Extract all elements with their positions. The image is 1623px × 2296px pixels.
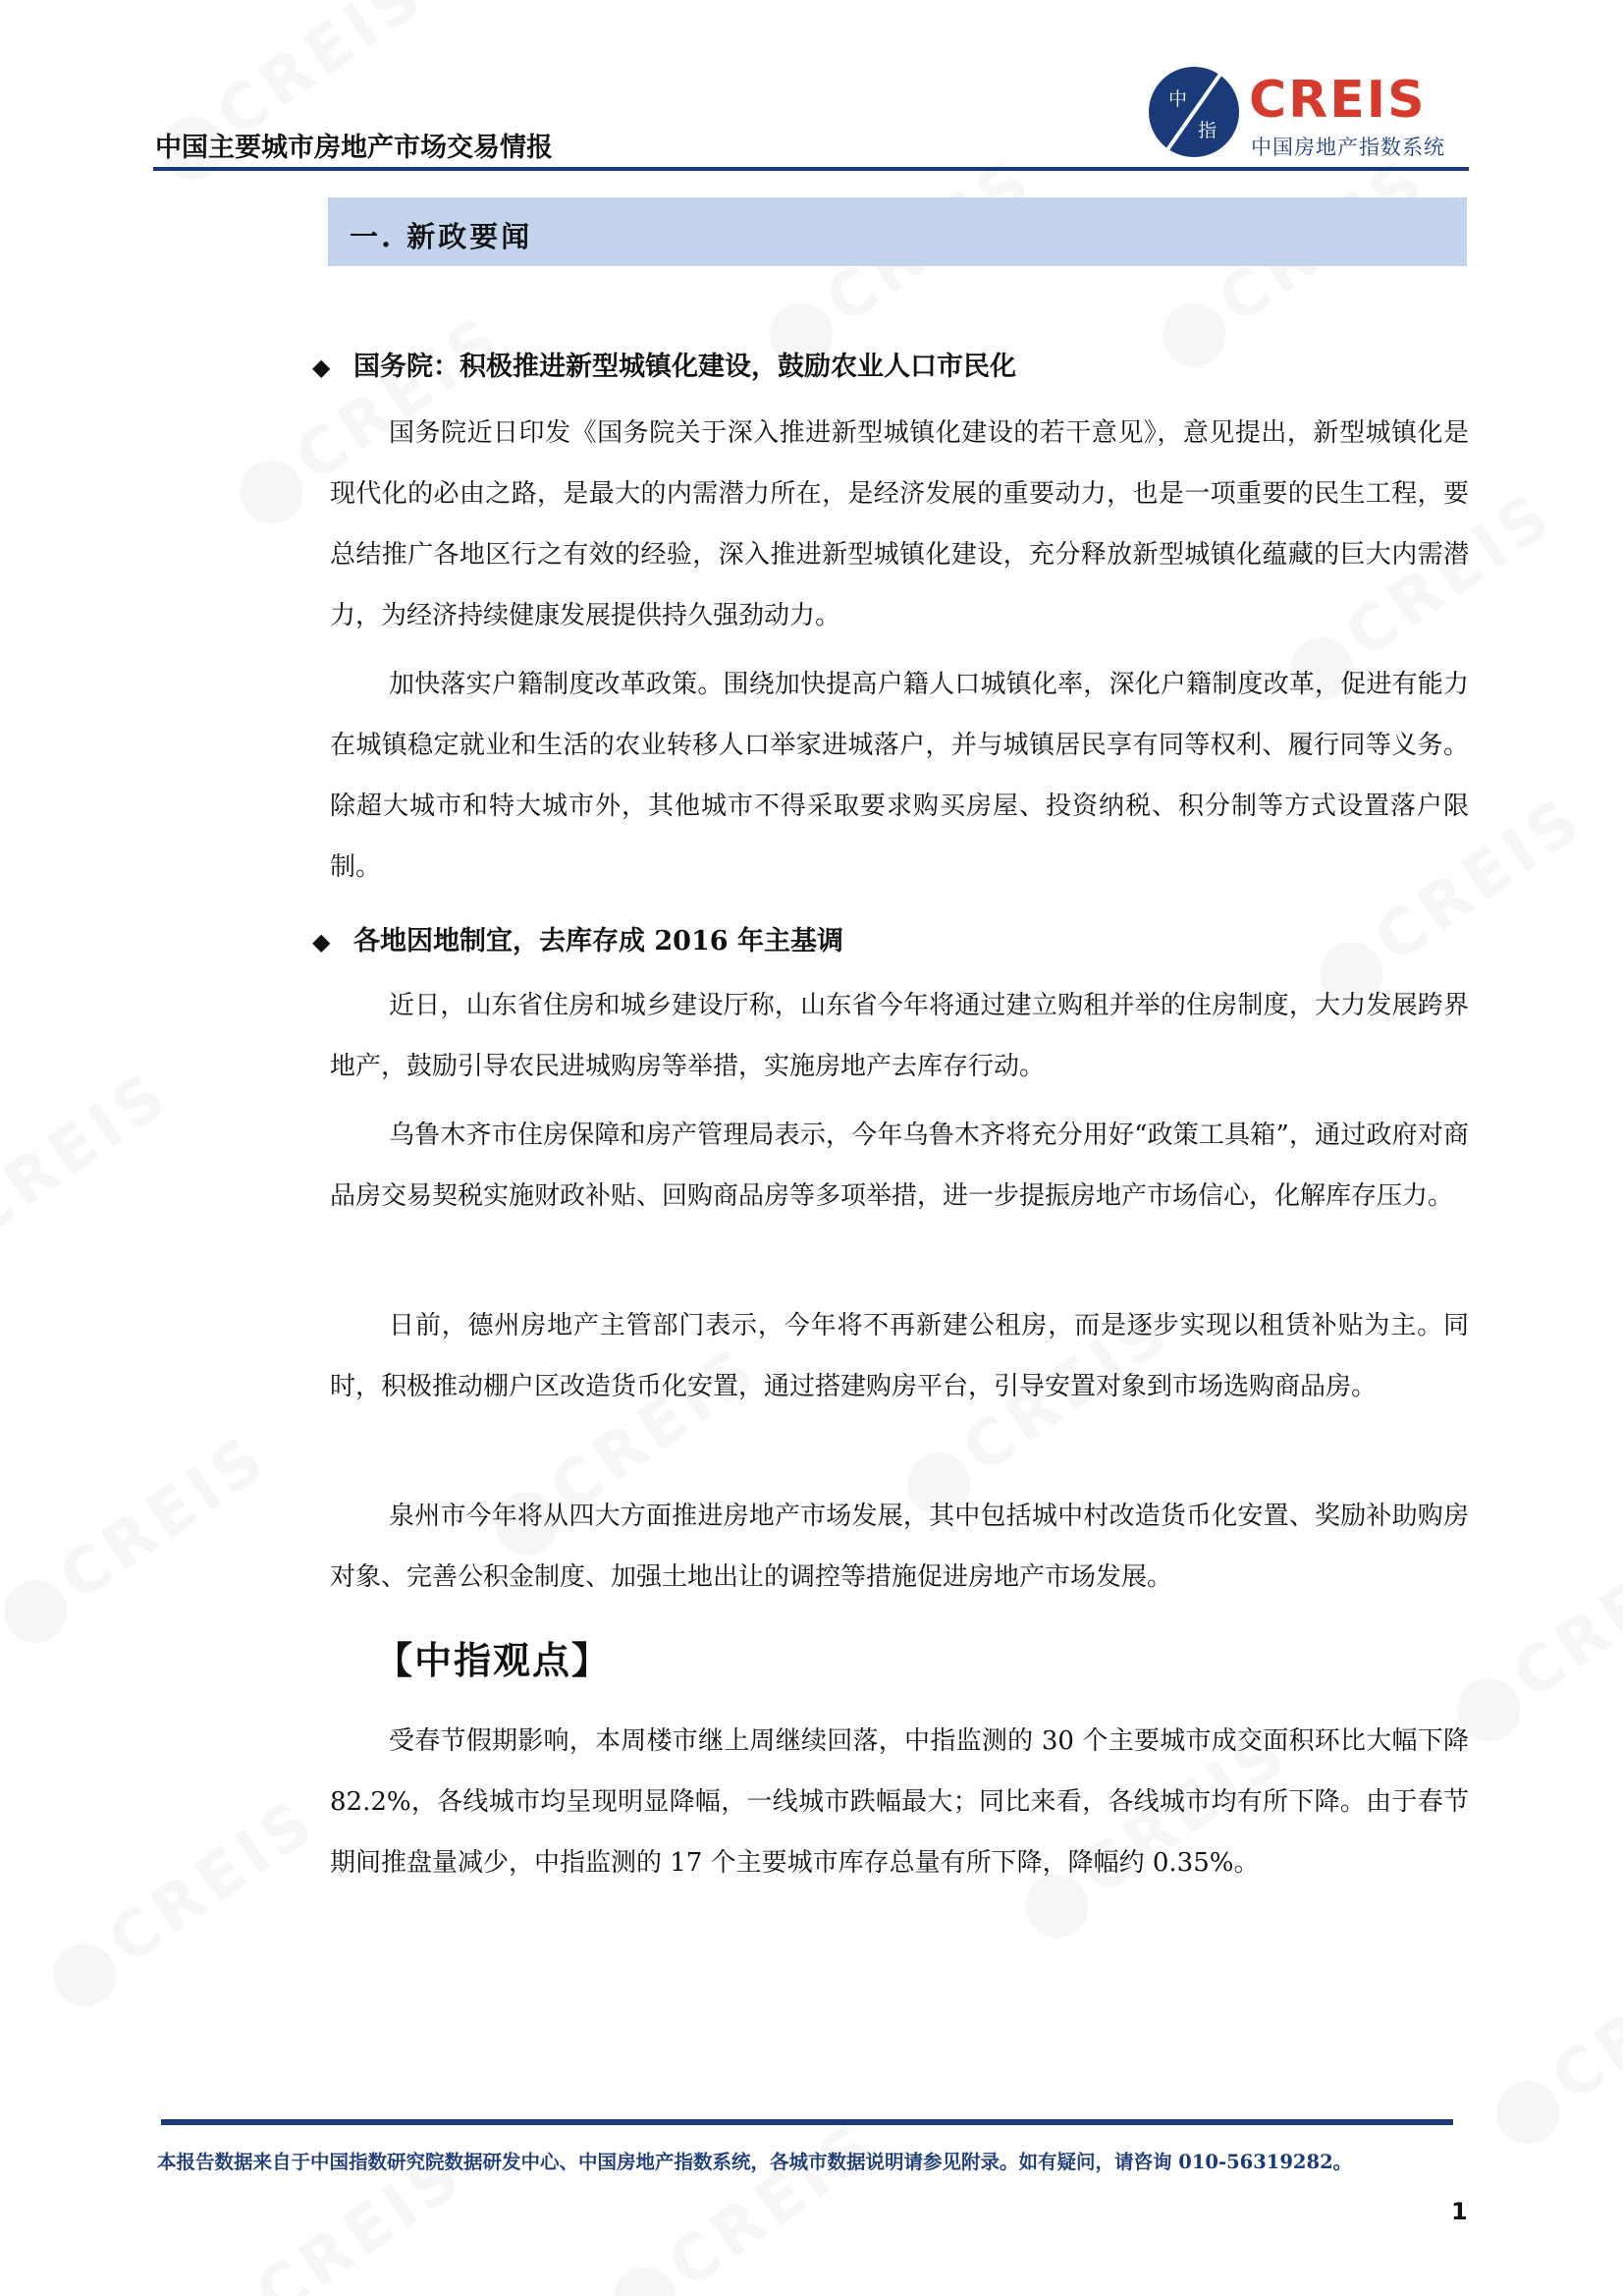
logo-emblem-char: 指: [1198, 120, 1217, 141]
watermark: [596, 2108, 891, 2296]
watermark: [1480, 1922, 1623, 2159]
news-paragraph: 乌鲁木齐市住房保障和房产管理局表示，今年乌鲁木齐将充分用好“政策工具箱”，通过政府对商品房交易契税实施财政补贴、回购商品房等多项举措，进一步提振房地产市场信心，化解库存压力。: [330, 1121, 1469, 1211]
logo-brand: CREIS: [1249, 71, 1427, 130]
news-title: [312, 345, 1016, 383]
section-heading: 一. 新政要闻: [350, 220, 533, 253]
news-title: [312, 919, 843, 957]
creis-logo: [1149, 67, 1473, 165]
report-title: 中国主要城市房地产市场交易情报: [155, 133, 553, 163]
news-paragraph: 近日，山东省住房和城乡建设厅称，山东省今年将通过建立购租并举的住房制度，大力发展跨界地产，鼓励引导农民进城购房等举措，实施房地产去库存行动。: [330, 991, 1469, 1081]
section-heading-band: [328, 197, 1467, 266]
footer-divider: [161, 2119, 1453, 2125]
watermark: [144, 0, 439, 193]
news-title-text: 各地因地制宜，去库存成 2016 年主基调: [353, 926, 843, 957]
news-paragraph: 泉州市今年将从四大方面推进房地产市场发展，其中包括城中村改造货币化安置、奖励补助购房对象、完善公积金制度、加强土地出让的调控等措施促进房地产市场发展。: [330, 1502, 1469, 1592]
footer-note: 本报告数据来自于中国指数研究院数据研发中心、中国房地产指数系统，各城市数据说明请参见附录。如有疑问，请咨询 010-56319282。: [157, 2151, 1353, 2173]
diamond-bullet-icon: ◆: [312, 353, 331, 381]
diamond-bullet-icon: ◆: [312, 927, 331, 956]
logo-emblem-icon: [1149, 67, 1239, 157]
watermark: [36, 1784, 331, 2021]
news-paragraph: 加快落实户籍制度改革政策。围绕加快提高户籍人口城镇化率，深化户籍制度改革，促进有能力在城镇稳定就业和生活的农业转移人口举家进城落户，并与城镇居民享有同等权利、履行同等义务。除超大城市和特大城市外，其他城市不得采取要求购买房屋、投资纳税、积分制等方式设置落户限制。: [330, 670, 1469, 882]
logo-subtitle: 中国房地产指数系统: [1251, 136, 1445, 159]
header-divider: [153, 167, 1469, 171]
logo-emblem-char: 中: [1168, 88, 1188, 110]
opinion-heading: 【中指观点】: [375, 1638, 612, 1682]
watermark: [0, 1421, 282, 1658]
watermark: [0, 1058, 184, 1294]
news-paragraph: 日前，德州房地产主管部门表示，今年将不再新建公租房，而是逐步实现以租赁补贴为主。同时，积极推动棚户区改造货币化安置，通过搭建购房平台，引导安置对象到市场选购商品房。: [330, 1311, 1469, 1401]
opinion-paragraph: 受春节假期影响，本周楼市继上周继续回落，中指监测的 30 个主要城市成交面积环比大幅下降 82.2%，各线城市均呈现明显降幅，一线城市跌幅最大；同比来看，各线城市均有所下降。由于春节期间推盘量减少，中指监测的 17 个主要城市库存总量有所下降，降幅约 0.35%。: [330, 1726, 1469, 1878]
page-number: 1: [1451, 2198, 1468, 2225]
news-paragraph: 国务院近日印发《国务院关于深入推进新型城镇化建设的若干意见》，意见提出，新型城镇化是现代化的必由之路，是最大的内需潜力所在，是经济发展的重要动力，也是一项重要的民生工程，要总结推广各地区行之有效的经验，深入推进新型城镇化建设，充分释放新型城镇化蕴藏的巨大内需潜力，为经济持续健康发展提供持久强劲动力。: [330, 418, 1469, 630]
news-title-text: 国务院：积极推进新型城镇化建设，鼓励农业人口市民化: [353, 352, 1016, 382]
